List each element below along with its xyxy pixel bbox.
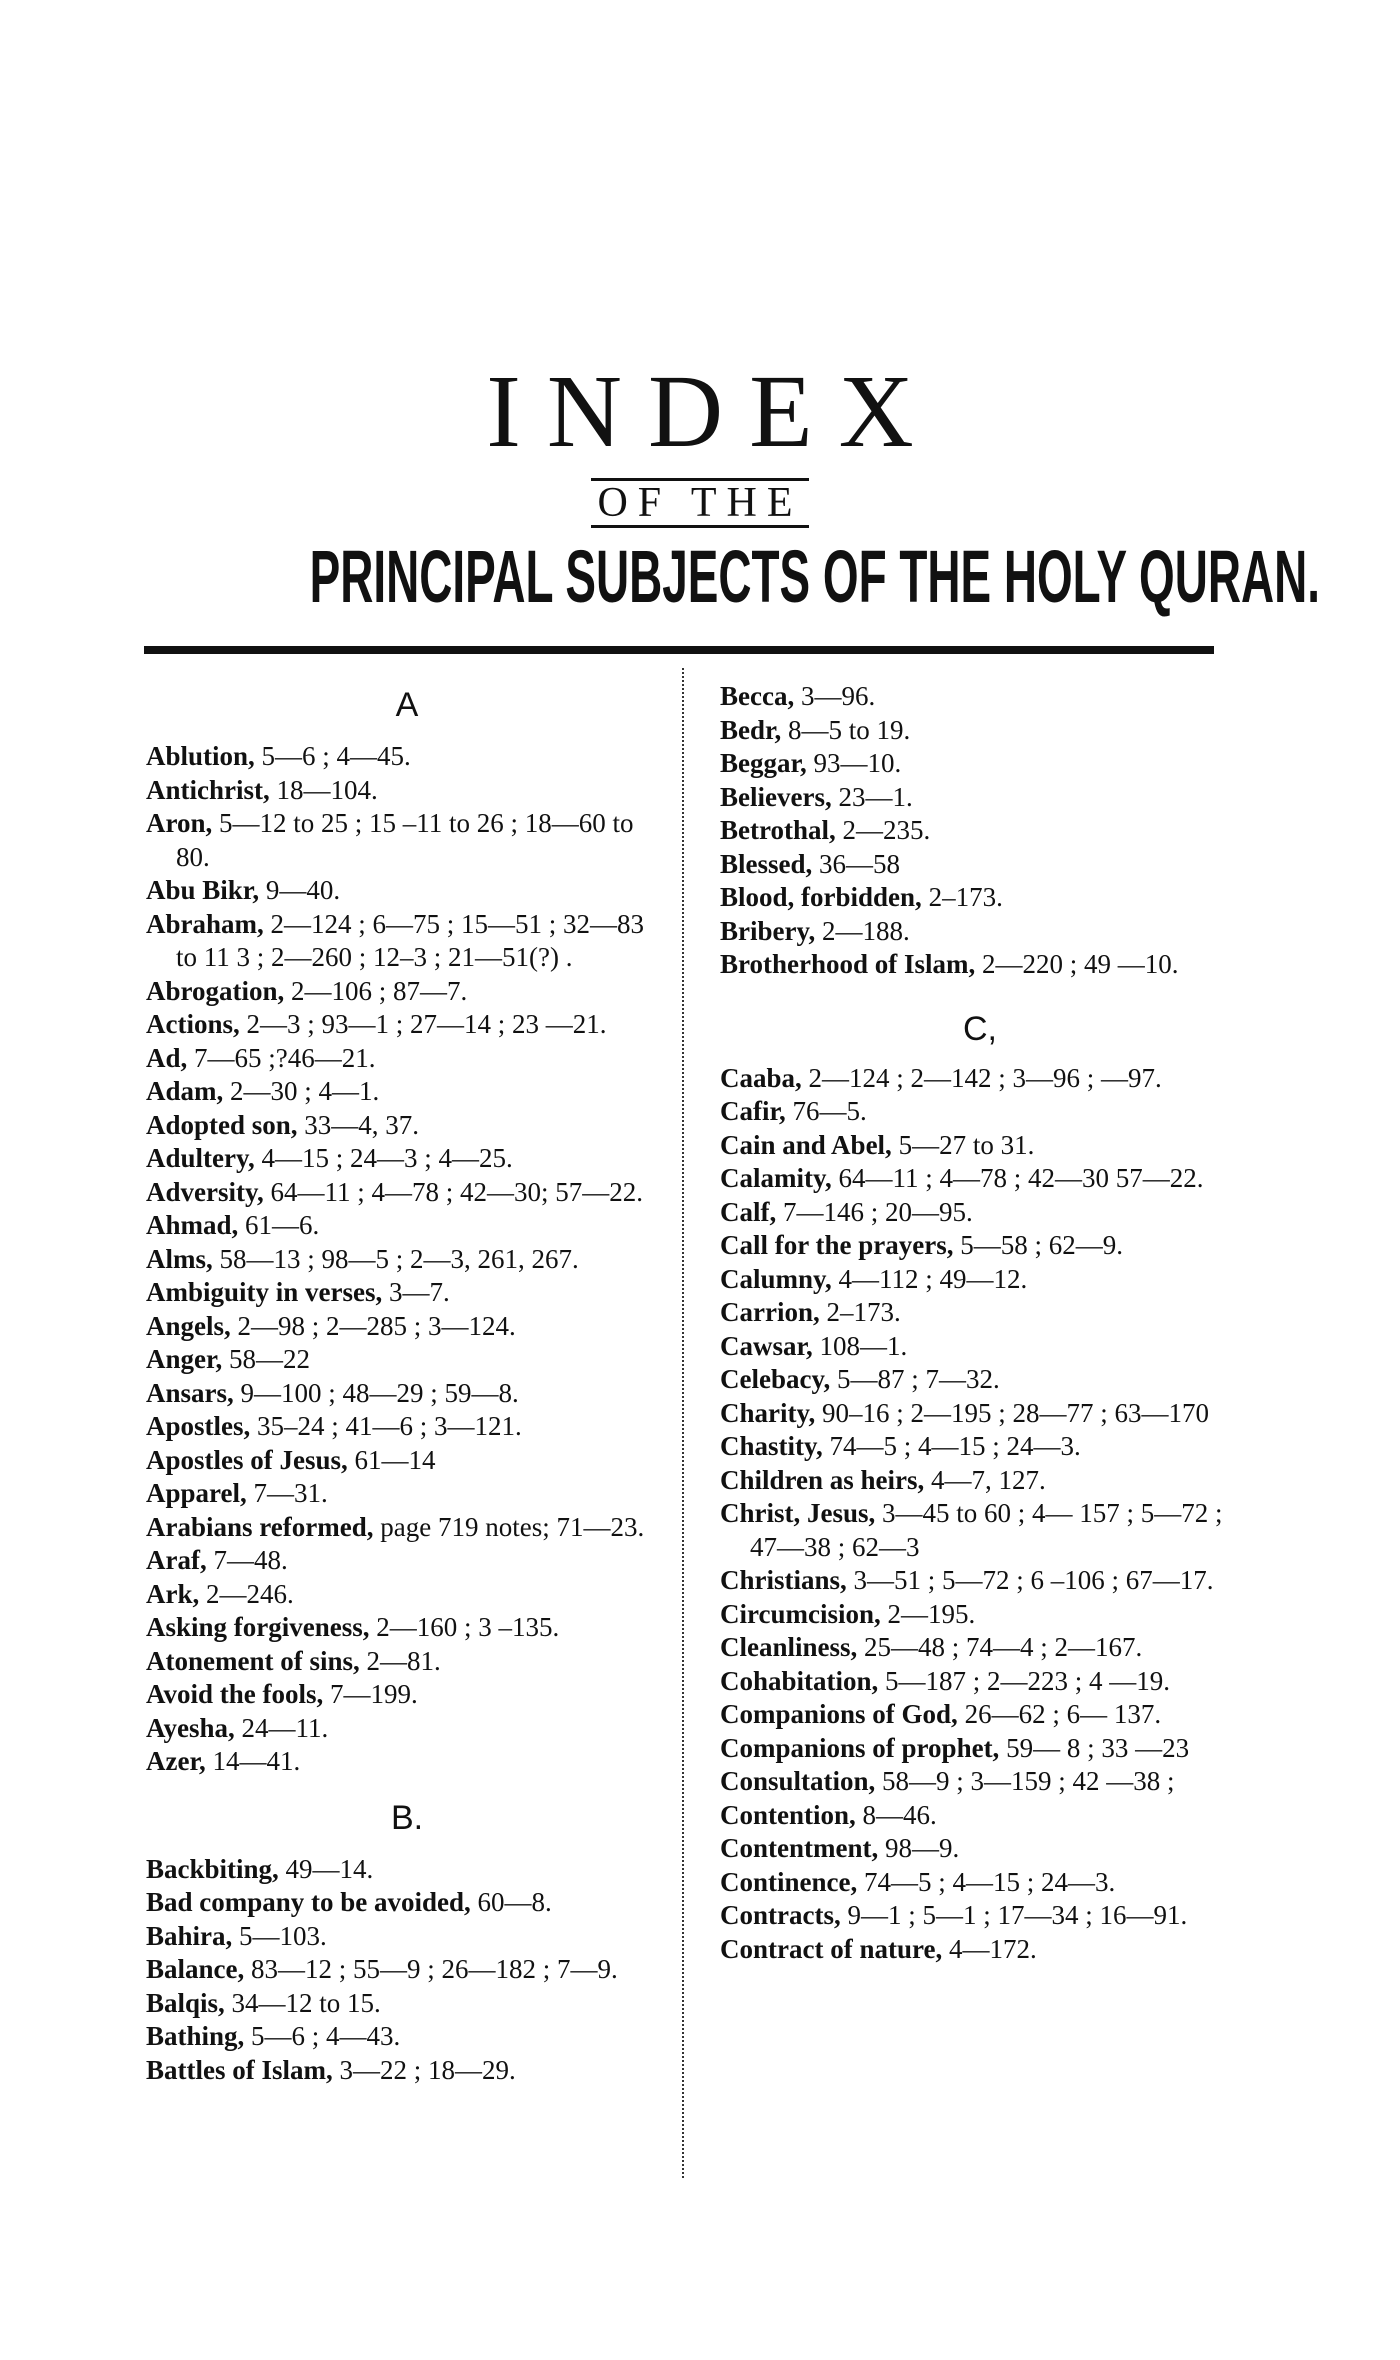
index-term: Betrothal, <box>720 815 836 845</box>
index-term: Ayesha, <box>146 1712 235 1743</box>
index-refs: 5—87 ; 7—32. <box>830 1364 1000 1394</box>
index-term: Calf, <box>720 1196 777 1227</box>
index-term: Ahmad, <box>146 1210 239 1240</box>
index-refs: 58—22 <box>222 1344 311 1374</box>
section-letter-c: C, <box>963 1009 997 1048</box>
index-term: Contention, <box>720 1799 856 1830</box>
index-entry <box>720 1162 1240 1196</box>
index-term: Adopted son, <box>146 1109 298 1140</box>
index-entry <box>146 1987 668 2021</box>
index-refs: 49—14. <box>278 1853 374 1884</box>
index-term: Abu Bikr, <box>146 875 260 905</box>
index-refs: 3—51 ; 5—72 ; 6 –106 ; 67—17. <box>846 1565 1214 1595</box>
index-term: Bad company to be avoided, <box>146 1887 471 1917</box>
index-refs: 2—124 ; 2—142 ; 3—96 ; —97. <box>801 1062 1162 1093</box>
index-term: Contract of nature, <box>720 1933 943 1964</box>
index-term: Balqis, <box>146 1987 225 2018</box>
index-entry <box>146 1645 668 1679</box>
index-refs: 26—62 ; 6— 137. <box>957 1699 1162 1729</box>
index-entry <box>720 1129 1240 1163</box>
index-refs: 2—106 ; 87—7. <box>284 975 468 1006</box>
index-refs: 2—188. <box>815 915 910 946</box>
index-term: Actions, <box>146 1009 240 1039</box>
index-refs: 9—100 ; 48—29 ; 59—8. <box>233 1377 519 1408</box>
index-entry <box>720 1832 1240 1866</box>
index-refs: 2—160 ; 3 –135. <box>369 1612 560 1642</box>
index-term: Companions of God, <box>720 1699 958 1729</box>
index-entry <box>146 1377 668 1411</box>
index-refs: 5—58 ; 62—9. <box>953 1230 1123 1260</box>
index-refs: 76—5. <box>785 1096 867 1126</box>
index-entry <box>720 1631 1240 1665</box>
left-column <box>146 680 668 2087</box>
index-term: Adversity, <box>146 1176 264 1207</box>
index-entry <box>720 1765 1240 1799</box>
page-subtitle <box>0 478 1400 528</box>
index-refs: 2—3 ; 93—1 ; 27—14 ; 23 —21. <box>239 1009 607 1039</box>
index-entry <box>146 1008 668 1042</box>
index-refs: 2—195. <box>880 1598 976 1629</box>
index-refs: 4—15 ; 24—3 ; 4—25. <box>254 1143 513 1173</box>
index-entry <box>146 1477 668 1511</box>
index-term: Ad, <box>146 1042 188 1073</box>
index-refs: 7—199. <box>323 1679 418 1709</box>
index-entry <box>720 1062 1240 1096</box>
index-refs: 64—11 ; 4—78 ; 42—30; 57—22. <box>263 1176 644 1207</box>
index-refs: 108—1. <box>812 1330 908 1361</box>
index-refs: 24—11. <box>234 1712 329 1743</box>
index-entry <box>720 1799 1240 1833</box>
index-entry <box>720 1497 1240 1564</box>
index-refs: 25—48 ; 74—4 ; 2—167. <box>857 1632 1143 1662</box>
index-refs: 2—30 ; 4—1. <box>223 1076 380 1106</box>
index-refs: 74—5 ; 4—15 ; 24—3. <box>822 1431 1081 1461</box>
index-entry <box>720 1866 1240 1900</box>
index-refs: 61—6. <box>238 1210 320 1240</box>
index-refs: 74—5 ; 4—15 ; 24—3. <box>857 1866 1116 1897</box>
index-term: Aron, <box>146 808 213 838</box>
index-term: Chastity, <box>720 1431 823 1461</box>
index-refs: 9—40. <box>259 875 341 905</box>
index-term: Circumcision, <box>720 1598 881 1629</box>
index-refs: 35–24 ; 41—6 ; 3—121. <box>250 1411 522 1441</box>
index-entry <box>146 2054 668 2088</box>
section-letter-b: B. <box>390 1798 424 1837</box>
index-term: Bathing, <box>146 2021 245 2051</box>
index-refs: 2–173. <box>819 1297 901 1327</box>
index-refs: 58—13 ; 98—5 ; 2—3, 261, 267. <box>212 1243 579 1274</box>
subtitle-text: OF THE <box>591 478 808 528</box>
index-entry <box>146 1142 668 1176</box>
section-letter-a: A <box>395 686 419 724</box>
index-term: Abraham, <box>146 908 264 939</box>
index-entry <box>720 948 1240 982</box>
index-refs: 2—235. <box>835 815 931 845</box>
index-refs: 8—5 to 19. <box>781 714 911 745</box>
index-refs: 7—31. <box>246 1478 328 1508</box>
index-term: Atonement of sins, <box>146 1645 360 1676</box>
index-entry <box>146 1611 668 1645</box>
index-term: Christians, <box>720 1565 847 1595</box>
index-refs: 2—81. <box>359 1645 441 1676</box>
index-refs: 5—187 ; 2—223 ; 4 —19. <box>878 1665 1171 1696</box>
section-b-continued-list <box>720 680 1240 982</box>
index-entry <box>146 1209 668 1243</box>
index-term: Abrogation, <box>146 975 285 1006</box>
section-c-list <box>720 1062 1240 1967</box>
index-term: Charity, <box>720 1397 816 1428</box>
page-title: INDEX <box>486 354 940 469</box>
section-b-list <box>146 1853 668 2088</box>
index-term: Arabians reformed, <box>146 1511 374 1542</box>
index-entry <box>146 2020 668 2054</box>
index-entry <box>146 1243 668 1277</box>
index-refs: 7—146 ; 20—95. <box>776 1196 973 1227</box>
index-refs: 23—1. <box>831 781 913 812</box>
index-refs: 3—7. <box>382 1277 450 1307</box>
column-divider <box>682 668 684 2178</box>
index-entry <box>146 1853 668 1887</box>
index-entry <box>720 1363 1240 1397</box>
index-entry <box>146 874 668 908</box>
index-term: Balance, <box>146 1954 245 1984</box>
index-entry <box>720 1263 1240 1297</box>
index-refs: 64—11 ; 4—78 ; 42—30 57—22. <box>831 1163 1204 1193</box>
index-entry <box>146 908 668 975</box>
index-term: Calumny, <box>720 1263 832 1294</box>
index-refs: 83—12 ; 55—9 ; 26—182 ; 7—9. <box>244 1954 618 1984</box>
index-entry <box>720 1196 1240 1230</box>
index-term: Anger, <box>146 1344 223 1374</box>
index-entry <box>720 881 1240 915</box>
index-refs: 2—246. <box>199 1578 294 1609</box>
index-refs: 5—6 ; 4—43. <box>244 2021 401 2051</box>
index-refs: 5—6 ; 4—45. <box>254 741 411 771</box>
index-term: Adam, <box>146 1076 224 1106</box>
index-entry <box>146 1578 668 1612</box>
index-refs: 61—14 <box>347 1444 436 1475</box>
index-refs: 3—96. <box>794 681 876 711</box>
index-refs: 3—22 ; 18—29. <box>332 2054 516 2085</box>
index-entry <box>720 1665 1240 1699</box>
index-refs: page 719 notes; 71—23. <box>373 1511 645 1542</box>
index-refs: 33—4, 37. <box>297 1109 420 1140</box>
index-term: Blood, forbidden, <box>720 882 922 912</box>
index-refs: 7—65 ;?46—21. <box>187 1042 376 1073</box>
index-term: Becca, <box>720 681 795 711</box>
right-column <box>720 680 1240 1966</box>
index-entry <box>720 814 1240 848</box>
index-entry <box>146 1343 668 1377</box>
index-refs: 5—12 to 25 ; 15 –11 to 26 ; 18—60 to 80. <box>176 808 634 872</box>
index-term: Araf, <box>146 1545 207 1575</box>
index-refs: 9—1 ; 5—1 ; 17—34 ; 16—91. <box>840 1900 1188 1930</box>
index-term: Beggar, <box>720 748 807 778</box>
index-entry <box>146 1176 668 1210</box>
index-refs: 2—220 ; 49 —10. <box>975 949 1179 979</box>
index-refs: 60—8. <box>470 1887 552 1917</box>
index-refs: 2—98 ; 2—285 ; 3—124. <box>230 1310 516 1341</box>
title-rule <box>144 646 1214 654</box>
index-entry <box>720 1464 1240 1498</box>
index-term: Cain and Abel, <box>720 1129 892 1160</box>
index-term: Alms, <box>146 1243 213 1274</box>
index-term: Caaba, <box>720 1062 802 1093</box>
index-term: Believers, <box>720 781 832 812</box>
index-term: Brotherhood of Islam, <box>720 949 976 979</box>
index-term: Battles of Islam, <box>146 2054 333 2085</box>
index-term: Continence, <box>720 1866 858 1897</box>
index-entry <box>146 1953 668 1987</box>
index-entry <box>720 915 1240 949</box>
index-term: Contracts, <box>720 1900 841 1930</box>
section-a-list <box>146 740 668 1779</box>
index-entry <box>146 1444 668 1478</box>
index-refs: 4—112 ; 49—12. <box>831 1263 1028 1294</box>
index-refs: 90–16 ; 2—195 ; 28—77 ; 63—170 <box>815 1397 1210 1428</box>
index-entry <box>146 1544 668 1578</box>
index-term: Carrion, <box>720 1297 820 1327</box>
index-entry <box>146 1511 668 1545</box>
index-refs: 3—45 to 60 ; 4— 157 ; 5—72 ; 47—38 ; 62—3 <box>750 1498 1223 1562</box>
index-entry <box>146 1745 668 1779</box>
index-entry <box>720 1564 1240 1598</box>
index-entry <box>720 714 1240 748</box>
index-entry <box>720 1698 1240 1732</box>
index-term: Call for the prayers, <box>720 1230 954 1260</box>
index-entry <box>720 1095 1240 1129</box>
index-entry <box>146 975 668 1009</box>
index-term: Calamity, <box>720 1163 832 1193</box>
index-term: Bribery, <box>720 915 816 946</box>
index-term: Angels, <box>146 1310 231 1341</box>
index-entry <box>720 747 1240 781</box>
index-term: Consultation, <box>720 1766 876 1796</box>
index-term: Apostles, <box>146 1411 251 1441</box>
index-entry <box>720 1899 1240 1933</box>
index-refs: 8—46. <box>855 1799 937 1830</box>
heading-text: PRINCIPAL SUBJECTS OF THE HOLY QURAN. <box>309 535 1320 618</box>
index-entry <box>146 1712 668 1746</box>
index-entry <box>720 1598 1240 1632</box>
index-term: Cawsar, <box>720 1330 813 1361</box>
index-term: Asking forgiveness, <box>146 1612 370 1642</box>
index-term: Christ, Jesus, <box>720 1498 876 1528</box>
index-entry <box>146 1410 668 1444</box>
index-refs: 7—48. <box>206 1545 288 1575</box>
index-term: Bedr, <box>720 714 782 745</box>
index-term: Antichrist, <box>146 774 270 805</box>
index-term: Companions of prophet, <box>720 1732 1000 1763</box>
index-term: Apparel, <box>146 1478 247 1508</box>
index-entry <box>146 774 668 808</box>
index-term: Cleanliness, <box>720 1632 858 1662</box>
index-term: Adultery, <box>146 1143 255 1173</box>
index-entry <box>720 1330 1240 1364</box>
index-entry <box>146 740 668 774</box>
index-entry <box>146 1109 668 1143</box>
index-term: Apostles of Jesus, <box>146 1444 348 1475</box>
index-refs: 98—9. <box>878 1833 960 1863</box>
index-term: Celebacy, <box>720 1364 831 1394</box>
index-entry <box>146 1075 668 1109</box>
index-term: Cohabitation, <box>720 1665 879 1696</box>
index-term: Cafir, <box>720 1096 786 1126</box>
index-refs: 34—12 to 15. <box>224 1987 381 2018</box>
index-term: Children as heirs, <box>720 1464 925 1495</box>
index-entry <box>146 1042 668 1076</box>
index-term: Ansars, <box>146 1377 234 1408</box>
index-term: Blessed, <box>720 848 813 879</box>
index-entry <box>146 1276 668 1310</box>
index-entry <box>146 1886 668 1920</box>
index-entry <box>146 1678 668 1712</box>
index-refs: 2–173. <box>921 882 1003 912</box>
index-refs: 14—41. <box>205 1746 301 1776</box>
index-refs: 5—27 to 31. <box>891 1129 1035 1160</box>
index-refs: 93—10. <box>806 748 902 778</box>
index-term: Ark, <box>146 1578 200 1609</box>
index-refs: 59— 8 ; 33 —23 <box>999 1732 1190 1763</box>
index-refs: 5—103. <box>232 1920 327 1951</box>
page-heading <box>0 535 1400 618</box>
index-refs: 36—58 <box>812 848 901 879</box>
index-term: Backbiting, <box>146 1853 279 1884</box>
index-term: Ambiguity in verses, <box>146 1277 383 1307</box>
index-refs: 4—172. <box>942 1933 1037 1964</box>
index-entry <box>146 1310 668 1344</box>
index-refs: 4—7, 127. <box>924 1464 1046 1495</box>
index-term: Ablution, <box>146 741 255 771</box>
index-refs: 18—104. <box>269 774 378 805</box>
index-refs: 58—9 ; 3—159 ; 42 —38 ; <box>875 1766 1175 1796</box>
index-term: Avoid the fools, <box>146 1679 324 1709</box>
index-entry <box>720 1229 1240 1263</box>
index-entry <box>720 1430 1240 1464</box>
index-entry <box>720 680 1240 714</box>
index-entry <box>720 848 1240 882</box>
index-refs: 2—124 ; 6—75 ; 15—51 ; 32—83 to 11 3 ; 2—260 ; 12–3 ; 21—51(?) . <box>176 908 645 972</box>
index-term: Bahira, <box>146 1920 233 1951</box>
index-entry <box>146 807 668 874</box>
index-entry <box>720 1933 1240 1967</box>
index-term: Contentment, <box>720 1833 879 1863</box>
index-entry <box>720 1732 1240 1766</box>
index-term: Azer, <box>146 1746 206 1776</box>
index-entry <box>720 781 1240 815</box>
index-entry <box>146 1920 668 1954</box>
index-entry <box>720 1397 1240 1431</box>
index-entry <box>720 1296 1240 1330</box>
